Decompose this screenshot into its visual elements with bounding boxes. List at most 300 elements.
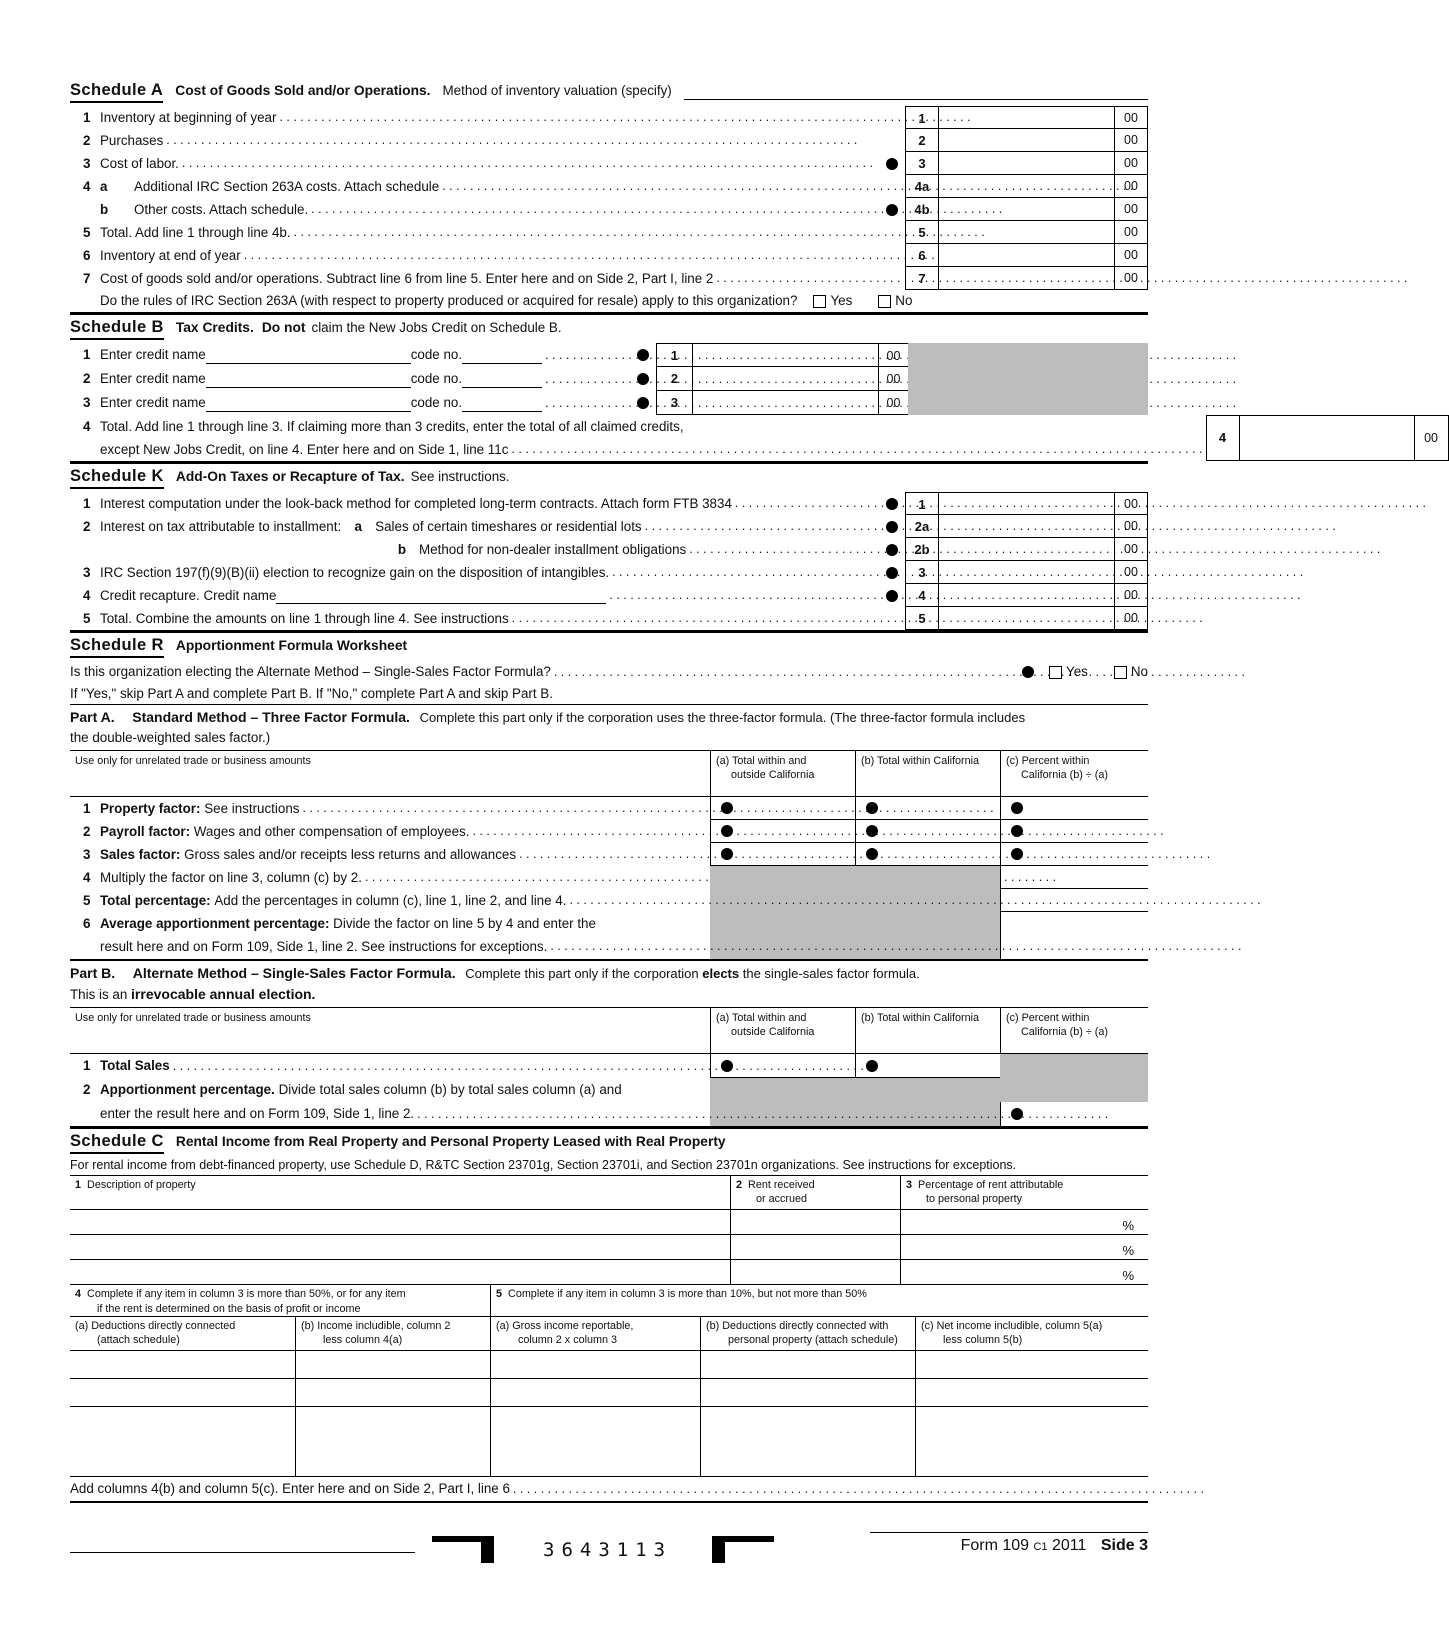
cents-label: 00 xyxy=(878,391,908,414)
amount-input[interactable] xyxy=(939,221,1114,243)
percent-cell[interactable] xyxy=(1000,912,1148,959)
rent-received-input[interactable] xyxy=(730,1210,900,1235)
line-number-box: 1 xyxy=(906,107,939,128)
percent-sign: % xyxy=(1122,1218,1134,1233)
amount-input[interactable] xyxy=(939,107,1114,128)
line-number-box: 5 xyxy=(906,221,939,243)
indent-spacer xyxy=(100,538,385,561)
schedule-k-row xyxy=(70,492,1148,515)
rent-received-input[interactable] xyxy=(730,1235,900,1260)
part-b-desc-post: the single-sales factor formula. xyxy=(742,966,920,981)
no-checkbox[interactable] xyxy=(878,295,891,308)
bullet-icon xyxy=(866,825,878,837)
total-amount-input[interactable] xyxy=(905,1477,1148,1501)
rent-received-input[interactable] xyxy=(730,1260,900,1285)
deduction-input[interactable] xyxy=(70,1379,295,1407)
amount-box-group xyxy=(656,391,908,415)
schedule-b-row xyxy=(70,367,1148,391)
inventory-method-input[interactable] xyxy=(684,85,1148,100)
dot-leader xyxy=(291,221,905,244)
no-checkbox[interactable] xyxy=(1114,666,1127,679)
dot-leader xyxy=(542,391,635,415)
bullet-icon xyxy=(637,349,649,361)
description-column-header: 1 Description of property xyxy=(70,1176,730,1210)
line-subletter: a xyxy=(100,179,108,194)
dot-leader xyxy=(299,797,710,820)
line-number: 7 xyxy=(83,271,91,286)
percent-rent-input[interactable] xyxy=(900,1210,1148,1235)
amount-input[interactable] xyxy=(939,493,1114,514)
schedule-k-row xyxy=(70,561,1148,584)
dot-leader xyxy=(713,267,905,290)
column-a-header: (a) Total within and outside California xyxy=(710,751,855,797)
credit-name-input[interactable] xyxy=(206,373,411,388)
schedule-k-row xyxy=(70,515,1148,538)
amount-input[interactable] xyxy=(939,267,1114,289)
amount-box-group xyxy=(905,607,1148,630)
credit-name-input[interactable] xyxy=(206,349,411,364)
schedule-r-title: Apportionment Formula Worksheet xyxy=(175,638,408,653)
dot-leader xyxy=(732,492,884,515)
line-number-box: 1 xyxy=(906,493,939,514)
line-number: 1 xyxy=(83,496,91,511)
amount-box-group xyxy=(656,343,908,367)
amount-input[interactable] xyxy=(939,129,1114,151)
percent-cell[interactable] xyxy=(1000,889,1148,912)
schedule-k-row xyxy=(70,584,1148,607)
item-4-condition: 4 Complete if any item in column 3 is more than 50%, or for any item if the rent is determined on the basis of profit or income xyxy=(70,1285,490,1317)
amount-box-group xyxy=(905,492,1148,515)
factor-cell-b[interactable] xyxy=(855,820,1000,843)
line-label: Total. Add line 1 through line 4b. xyxy=(100,225,291,240)
cents-label: 00 xyxy=(1114,175,1148,197)
line-number-box: 4 xyxy=(906,584,939,606)
code-no-label: code no. xyxy=(410,371,463,386)
yes-label: Yes xyxy=(830,293,853,308)
cents-label: 00 xyxy=(1114,129,1148,151)
line-label: Cost of labor. xyxy=(100,156,179,171)
line-number-box: 4 xyxy=(1207,416,1240,460)
schedule-a-name: Schedule A xyxy=(70,81,163,103)
line-label: Credit recapture. Credit name xyxy=(100,588,277,603)
schedule-c-title: Rental Income from Real Property and Personal Property Leased with Real Property xyxy=(175,1134,726,1149)
percent-sign: % xyxy=(1122,1243,1134,1258)
condition-band xyxy=(70,1285,1148,1317)
footer-form-id xyxy=(930,1537,1148,1555)
bullet-icon xyxy=(1011,802,1023,814)
bullet-icon xyxy=(886,521,898,533)
line-number: 1 xyxy=(83,110,91,125)
amount-input[interactable] xyxy=(693,344,878,366)
factor-cell-c[interactable] xyxy=(1000,797,1148,820)
registration-corner-mark-left xyxy=(432,1536,494,1563)
no-label: No xyxy=(895,293,913,308)
dot-leader xyxy=(362,866,710,889)
line-label: IRC Section 197(f)(9)(B)(ii) election to recognize gain on the disposition of intangibles. xyxy=(100,565,610,580)
line-number: 3 xyxy=(83,156,91,171)
total-label: Add columns 4(b) and column 5(c). Enter here and on Side 2, Part I, line 6 xyxy=(70,1481,510,1496)
part-a-row-label: 3 Sales factor: Gross sales and/or receipts less returns and allowances . . . xyxy=(70,843,710,866)
schedule-a-row xyxy=(70,244,1148,267)
no-option xyxy=(1114,661,1148,683)
line-label: Inventory at beginning of year xyxy=(100,110,277,125)
part-a-row-label: 4 Multiply the factor on line 3, column (c) by 2. . . . xyxy=(70,866,710,889)
code-no-label: code no. xyxy=(410,347,463,362)
scanline-code: 3643113 xyxy=(543,1539,673,1561)
amount-input[interactable] xyxy=(939,561,1114,583)
dot-leader xyxy=(509,607,905,630)
part-a-desc: Complete this part only if the corporation uses the three-factor formula. (The three-factor formula includes xyxy=(419,710,1026,725)
dot-leader xyxy=(686,538,884,561)
factor-cell-b[interactable] xyxy=(855,797,1000,820)
line-number-box: 4b xyxy=(906,198,939,220)
column-a-header: (a) Total within and outside California xyxy=(710,1008,855,1054)
bullet-icon xyxy=(886,204,898,216)
dot-leader xyxy=(170,1054,710,1078)
line-number-box: 6 xyxy=(906,244,939,266)
gross-income-input[interactable] xyxy=(490,1379,700,1407)
line-number-box: 3 xyxy=(906,152,939,174)
dot-leader xyxy=(609,561,884,584)
schedule-a-row xyxy=(70,198,1148,221)
percent-rent-input[interactable] xyxy=(900,1235,1148,1260)
schedule-a-row xyxy=(70,106,1148,129)
credit-code-input[interactable] xyxy=(462,349,542,364)
line-label: Inventory at end of year xyxy=(100,248,241,263)
income-includible-input[interactable] xyxy=(295,1379,490,1407)
page-side-label: Side 3 xyxy=(1100,1537,1148,1554)
part-a-row-label: 2 Payroll factor: Wages and other compensation of employees. . . . xyxy=(70,820,710,843)
bullet-icon xyxy=(1011,825,1023,837)
schedule-a-row xyxy=(70,129,1148,152)
schedule-c-header xyxy=(70,1126,1148,1157)
total-sales-cell-b[interactable] xyxy=(855,1054,1000,1078)
dot-leader xyxy=(542,343,635,367)
line-number: 2 xyxy=(83,371,91,386)
schedule-a-section xyxy=(70,78,1148,312)
shaded-area xyxy=(908,367,1148,391)
line-pre-label: Interest on tax attributable to installment: xyxy=(100,519,342,534)
bullet-icon xyxy=(886,590,898,602)
schedule-c-section xyxy=(70,1126,1148,1503)
amount-box-group xyxy=(905,106,1148,129)
schedule-a-row xyxy=(70,175,1148,198)
line-number xyxy=(70,198,100,221)
line-number: 3 xyxy=(83,395,91,410)
amount-box-group xyxy=(905,175,1148,198)
bullet-icon xyxy=(886,158,898,170)
credit-code-input[interactable] xyxy=(462,397,542,412)
schedule-b-total-row xyxy=(70,415,1438,461)
part-a-title: Standard Method – Three Factor Formula. xyxy=(132,709,410,725)
yes-option xyxy=(1049,661,1088,683)
line-number: 6 xyxy=(83,248,91,263)
line-label: Other costs. Attach schedule. xyxy=(134,202,309,217)
schedule-k-title: Add-On Taxes or Recapture of Tax. xyxy=(175,469,405,484)
note-text: If "Yes," skip Part A and complete Part B. If "No," complete Part A and skip Part B. xyxy=(70,686,553,701)
total-sales-cell-a[interactable] xyxy=(710,1054,855,1078)
line-subletter: b xyxy=(397,542,407,557)
income-includible-input[interactable] xyxy=(295,1407,490,1477)
line-subletter: b xyxy=(100,202,109,217)
part-a-row-label: 6 Average apportionment percentage: Divide the factor on line 5 by 4 and enter the result here and on Form 109, Side 1, line 2. See instructions for exceptions. . . . xyxy=(70,912,710,959)
line-number: 2 xyxy=(83,519,91,534)
col-5b-header: (b) Deductions directly connected with personal property (attach schedule) xyxy=(700,1317,915,1351)
yes-checkbox[interactable] xyxy=(813,295,826,308)
cents-label: 00 xyxy=(1114,607,1148,629)
line-label: Total. Combine the amounts on line 1 through line 4. See instructions xyxy=(100,611,509,626)
line-label: Purchases xyxy=(100,133,164,148)
schedule-b-row xyxy=(70,391,1148,415)
dot-leader xyxy=(276,106,905,129)
amount-box-group xyxy=(905,221,1148,244)
schedule-c-total-row xyxy=(70,1477,1148,1503)
net-income-input[interactable] xyxy=(915,1407,1148,1477)
line-number: 5 xyxy=(83,611,91,626)
cents-label: 00 xyxy=(1114,584,1148,606)
amount-box-group xyxy=(905,584,1148,607)
schedule-a-row xyxy=(70,152,1148,175)
part-b-desc: Complete this part only if the corporation xyxy=(465,966,699,981)
dot-leader xyxy=(516,843,710,866)
credit-code-input[interactable] xyxy=(462,373,542,388)
col-5a-header: (a) Gross income reportable, column 2 x column 3 xyxy=(490,1317,700,1351)
total-label xyxy=(70,415,1206,461)
amount-input[interactable] xyxy=(693,367,878,390)
amount-input[interactable] xyxy=(939,152,1114,174)
line-label: Interest computation under the look-back method for completed long-term contracts. Attach form FTB 3834 xyxy=(100,496,732,511)
dot-leader xyxy=(642,515,884,538)
line-label: Additional IRC Section 263A costs. Attach schedule xyxy=(134,179,440,194)
part-a-row-label: 1 Property factor: See instructions . . . xyxy=(70,797,710,820)
cents-label: 00 xyxy=(1114,515,1148,537)
registration-corner-mark-right xyxy=(712,1536,774,1563)
cents-label: 00 xyxy=(878,344,908,366)
column-b-header: (b) Total within California xyxy=(855,751,1000,797)
bullet-icon xyxy=(637,397,649,409)
amount-input[interactable] xyxy=(939,198,1114,220)
amount-box-group xyxy=(905,198,1148,221)
part-b-title: Alternate Method – Single-Sales Factor Formula. xyxy=(132,965,456,981)
dot-leader xyxy=(566,889,710,912)
column-c-header: (c) Percent within California (b) ÷ (a) xyxy=(1000,751,1148,797)
schedule-b-title: Tax Credits. xyxy=(175,320,254,335)
column-note: Use only for unrelated trade or business amounts xyxy=(70,1008,710,1054)
col-5c-header: (c) Net income includible, column 5(a) less column 5(b) xyxy=(915,1317,1148,1351)
part-a-label: Part A. xyxy=(70,709,115,725)
schedule-b-section xyxy=(70,312,1438,461)
schedule-a-row xyxy=(70,221,1148,244)
line-number: 4 xyxy=(83,179,91,194)
line-number-box: 5 xyxy=(906,607,939,629)
question-text: Do the rules of IRC Section 263A (with respect to property produced or acquired for resale) apply to this organization? xyxy=(100,293,798,308)
factor-cell-b[interactable] xyxy=(855,843,1000,866)
credit-name-label: Enter credit name xyxy=(100,371,206,386)
amount-input[interactable] xyxy=(939,175,1114,197)
yes-label: Yes xyxy=(1066,664,1088,679)
form-number: Form 109 xyxy=(960,1537,1030,1554)
line-label: Sales of certain timeshares or residential lots xyxy=(375,519,642,534)
property-description-input[interactable] xyxy=(70,1235,730,1260)
line-number-box: 2a xyxy=(906,515,939,537)
amount-input[interactable] xyxy=(939,584,1114,606)
property-description-input[interactable] xyxy=(70,1260,730,1285)
part-a-row-label: 5 Total percentage: Add the percentages in column (c), line 1, line 2, and line 4. . . . xyxy=(70,889,710,912)
schedule-a-header xyxy=(70,78,1148,106)
part-b-header xyxy=(70,959,1148,1007)
question-text: Is this organization electing the Alternate Method – Single-Sales Factor Formula? xyxy=(70,664,551,679)
amount-box-group xyxy=(1206,415,1449,461)
cents-label: 00 xyxy=(1114,244,1148,266)
property-description-input[interactable] xyxy=(70,1210,730,1235)
amount-box-group xyxy=(905,515,1148,538)
part-b-row-label: enter the result here and on Form 109, Side 1, line 2. . . . xyxy=(70,1102,710,1126)
cents-label: 00 xyxy=(1114,107,1148,128)
line-label: Cost of goods sold and/or operations. Subtract line 6 from line 5. Enter here and on Side 2, Part I, line 2 xyxy=(100,271,714,286)
personal-deduction-input[interactable] xyxy=(700,1351,915,1379)
amount-input[interactable] xyxy=(1240,416,1414,460)
schedule-a-row xyxy=(70,267,1148,290)
footer-rule-right xyxy=(870,1532,1148,1533)
factor-cell-c[interactable] xyxy=(1000,820,1148,843)
schedule-k-title-rest: See instructions. xyxy=(410,469,510,484)
cents-label: 00 xyxy=(1114,152,1148,174)
part-b-table xyxy=(70,1007,1148,1126)
deduction-input[interactable] xyxy=(70,1407,295,1477)
amount-box-group xyxy=(905,244,1148,267)
credit-name-label: Enter credit name xyxy=(100,395,206,410)
net-income-input[interactable] xyxy=(915,1351,1148,1379)
dot-leader xyxy=(542,367,635,391)
bullet-icon xyxy=(1022,666,1034,678)
part-b-desc2-bold: irrevocable annual election. xyxy=(131,986,316,1002)
cents-label: 00 xyxy=(1114,493,1148,514)
column-c-header: (c) Percent within California (b) ÷ (a) xyxy=(1000,1008,1148,1054)
footer-rule-left xyxy=(70,1552,415,1553)
line-number-box: 3 xyxy=(906,561,939,583)
cents-label: 00 xyxy=(878,367,908,390)
schedule-r-note xyxy=(70,683,1148,705)
recapture-credit-name-input[interactable] xyxy=(276,589,606,604)
line-number-box: 3 xyxy=(657,391,693,414)
amount-box-group xyxy=(905,129,1148,152)
part-b-label: Part B. xyxy=(70,965,116,981)
col-4a-header: (a) Deductions directly connected (attach schedule) xyxy=(70,1317,295,1351)
percent-cell[interactable] xyxy=(1000,866,1148,889)
income-includible-input[interactable] xyxy=(295,1351,490,1379)
credit-name-label: Enter credit name xyxy=(100,347,206,362)
amount-box-group xyxy=(905,152,1148,175)
gross-income-input[interactable] xyxy=(490,1407,700,1477)
amount-input[interactable] xyxy=(939,538,1114,560)
amount-input[interactable] xyxy=(939,244,1114,266)
dot-leader xyxy=(414,1102,710,1126)
amount-input[interactable] xyxy=(939,515,1114,537)
line-label: Total. Add line 1 through line 3. If claiming more than 3 credits, enter the total of all claimed credits, xyxy=(100,419,684,434)
part-b-desc2: This is an xyxy=(70,987,128,1002)
schedule-r-question xyxy=(70,661,1148,683)
line-number: 1 xyxy=(83,347,91,362)
bullet-icon xyxy=(886,498,898,510)
credit-name-input[interactable] xyxy=(206,397,411,412)
personal-deduction-input[interactable] xyxy=(700,1407,915,1477)
cents-label: 00 xyxy=(1114,561,1148,583)
amount-box-group xyxy=(905,538,1148,561)
deduction-input[interactable] xyxy=(70,1351,295,1379)
shaded-area xyxy=(908,343,1148,367)
line-number: 4 xyxy=(83,419,91,434)
part-b-desc-bold: elects xyxy=(702,966,740,981)
dot-leader xyxy=(510,1477,905,1501)
factor-cell-c[interactable] xyxy=(1000,843,1148,866)
yes-option xyxy=(813,290,852,312)
line-number: 3 xyxy=(83,565,91,580)
personal-deduction-input[interactable] xyxy=(700,1379,915,1407)
dot-leader xyxy=(551,661,1020,683)
schedule-r-section xyxy=(70,630,1148,1126)
dot-leader xyxy=(469,820,710,843)
apportionment-percentage-cell[interactable] xyxy=(1000,1102,1148,1126)
column-note: Use only for unrelated trade or business amounts xyxy=(70,751,710,797)
bullet-icon xyxy=(1011,1108,1023,1120)
column-b-header: (b) Total within California xyxy=(855,1008,1000,1054)
factor-cell-a[interactable] xyxy=(710,843,855,866)
net-income-input[interactable] xyxy=(915,1379,1148,1407)
part-a-desc2: the double-weighted sales factor.) xyxy=(70,730,271,745)
line-label: Method for non-dealer installment obligations xyxy=(419,542,687,557)
bullet-icon xyxy=(721,1060,733,1072)
amount-input[interactable] xyxy=(693,391,878,414)
schedule-c-name: Schedule C xyxy=(70,1132,164,1154)
part-a-table xyxy=(70,750,1148,959)
code-no-label: code no. xyxy=(410,395,463,410)
amount-box-group xyxy=(656,367,908,391)
part-b-row-label: 1 Total Sales . . . xyxy=(70,1054,710,1078)
factor-cell-a[interactable] xyxy=(710,820,855,843)
dot-leader xyxy=(308,198,884,221)
schedule-b-title-rest: claim the New Jobs Credit on Schedule B. xyxy=(311,320,562,335)
bullet-icon xyxy=(866,802,878,814)
line-number-box: 7 xyxy=(906,267,939,289)
part-a-header xyxy=(70,705,1148,750)
amount-box-group xyxy=(905,267,1148,290)
line-number-box: 4a xyxy=(906,175,939,197)
amount-input[interactable] xyxy=(939,607,1114,629)
gross-income-input[interactable] xyxy=(490,1351,700,1379)
deductions-table xyxy=(70,1317,1148,1477)
schedule-r-name: Schedule R xyxy=(70,636,164,658)
dot-leader xyxy=(606,584,884,607)
schedule-k-name: Schedule K xyxy=(70,467,164,489)
schedule-k-row xyxy=(70,538,1148,561)
line-number xyxy=(70,538,100,561)
line-number xyxy=(70,438,100,461)
line-number: 5 xyxy=(83,225,91,240)
cents-label: 00 xyxy=(1114,538,1148,560)
schedule-b-header xyxy=(70,312,1148,343)
percent-rent-input[interactable] xyxy=(900,1260,1148,1285)
schedule-b-donot: Do not xyxy=(261,320,306,335)
no-label: No xyxy=(1130,664,1148,679)
line-number-box: 2b xyxy=(906,538,939,560)
form-year: 2011 xyxy=(1052,1537,1087,1554)
factor-cell-a[interactable] xyxy=(710,797,855,820)
dot-leader xyxy=(241,244,905,267)
dot-leader xyxy=(179,152,884,175)
schedule-a-title: Cost of Goods Sold and/or Operations. xyxy=(175,83,431,98)
amount-box-group xyxy=(905,561,1148,584)
yes-checkbox[interactable] xyxy=(1049,666,1062,679)
